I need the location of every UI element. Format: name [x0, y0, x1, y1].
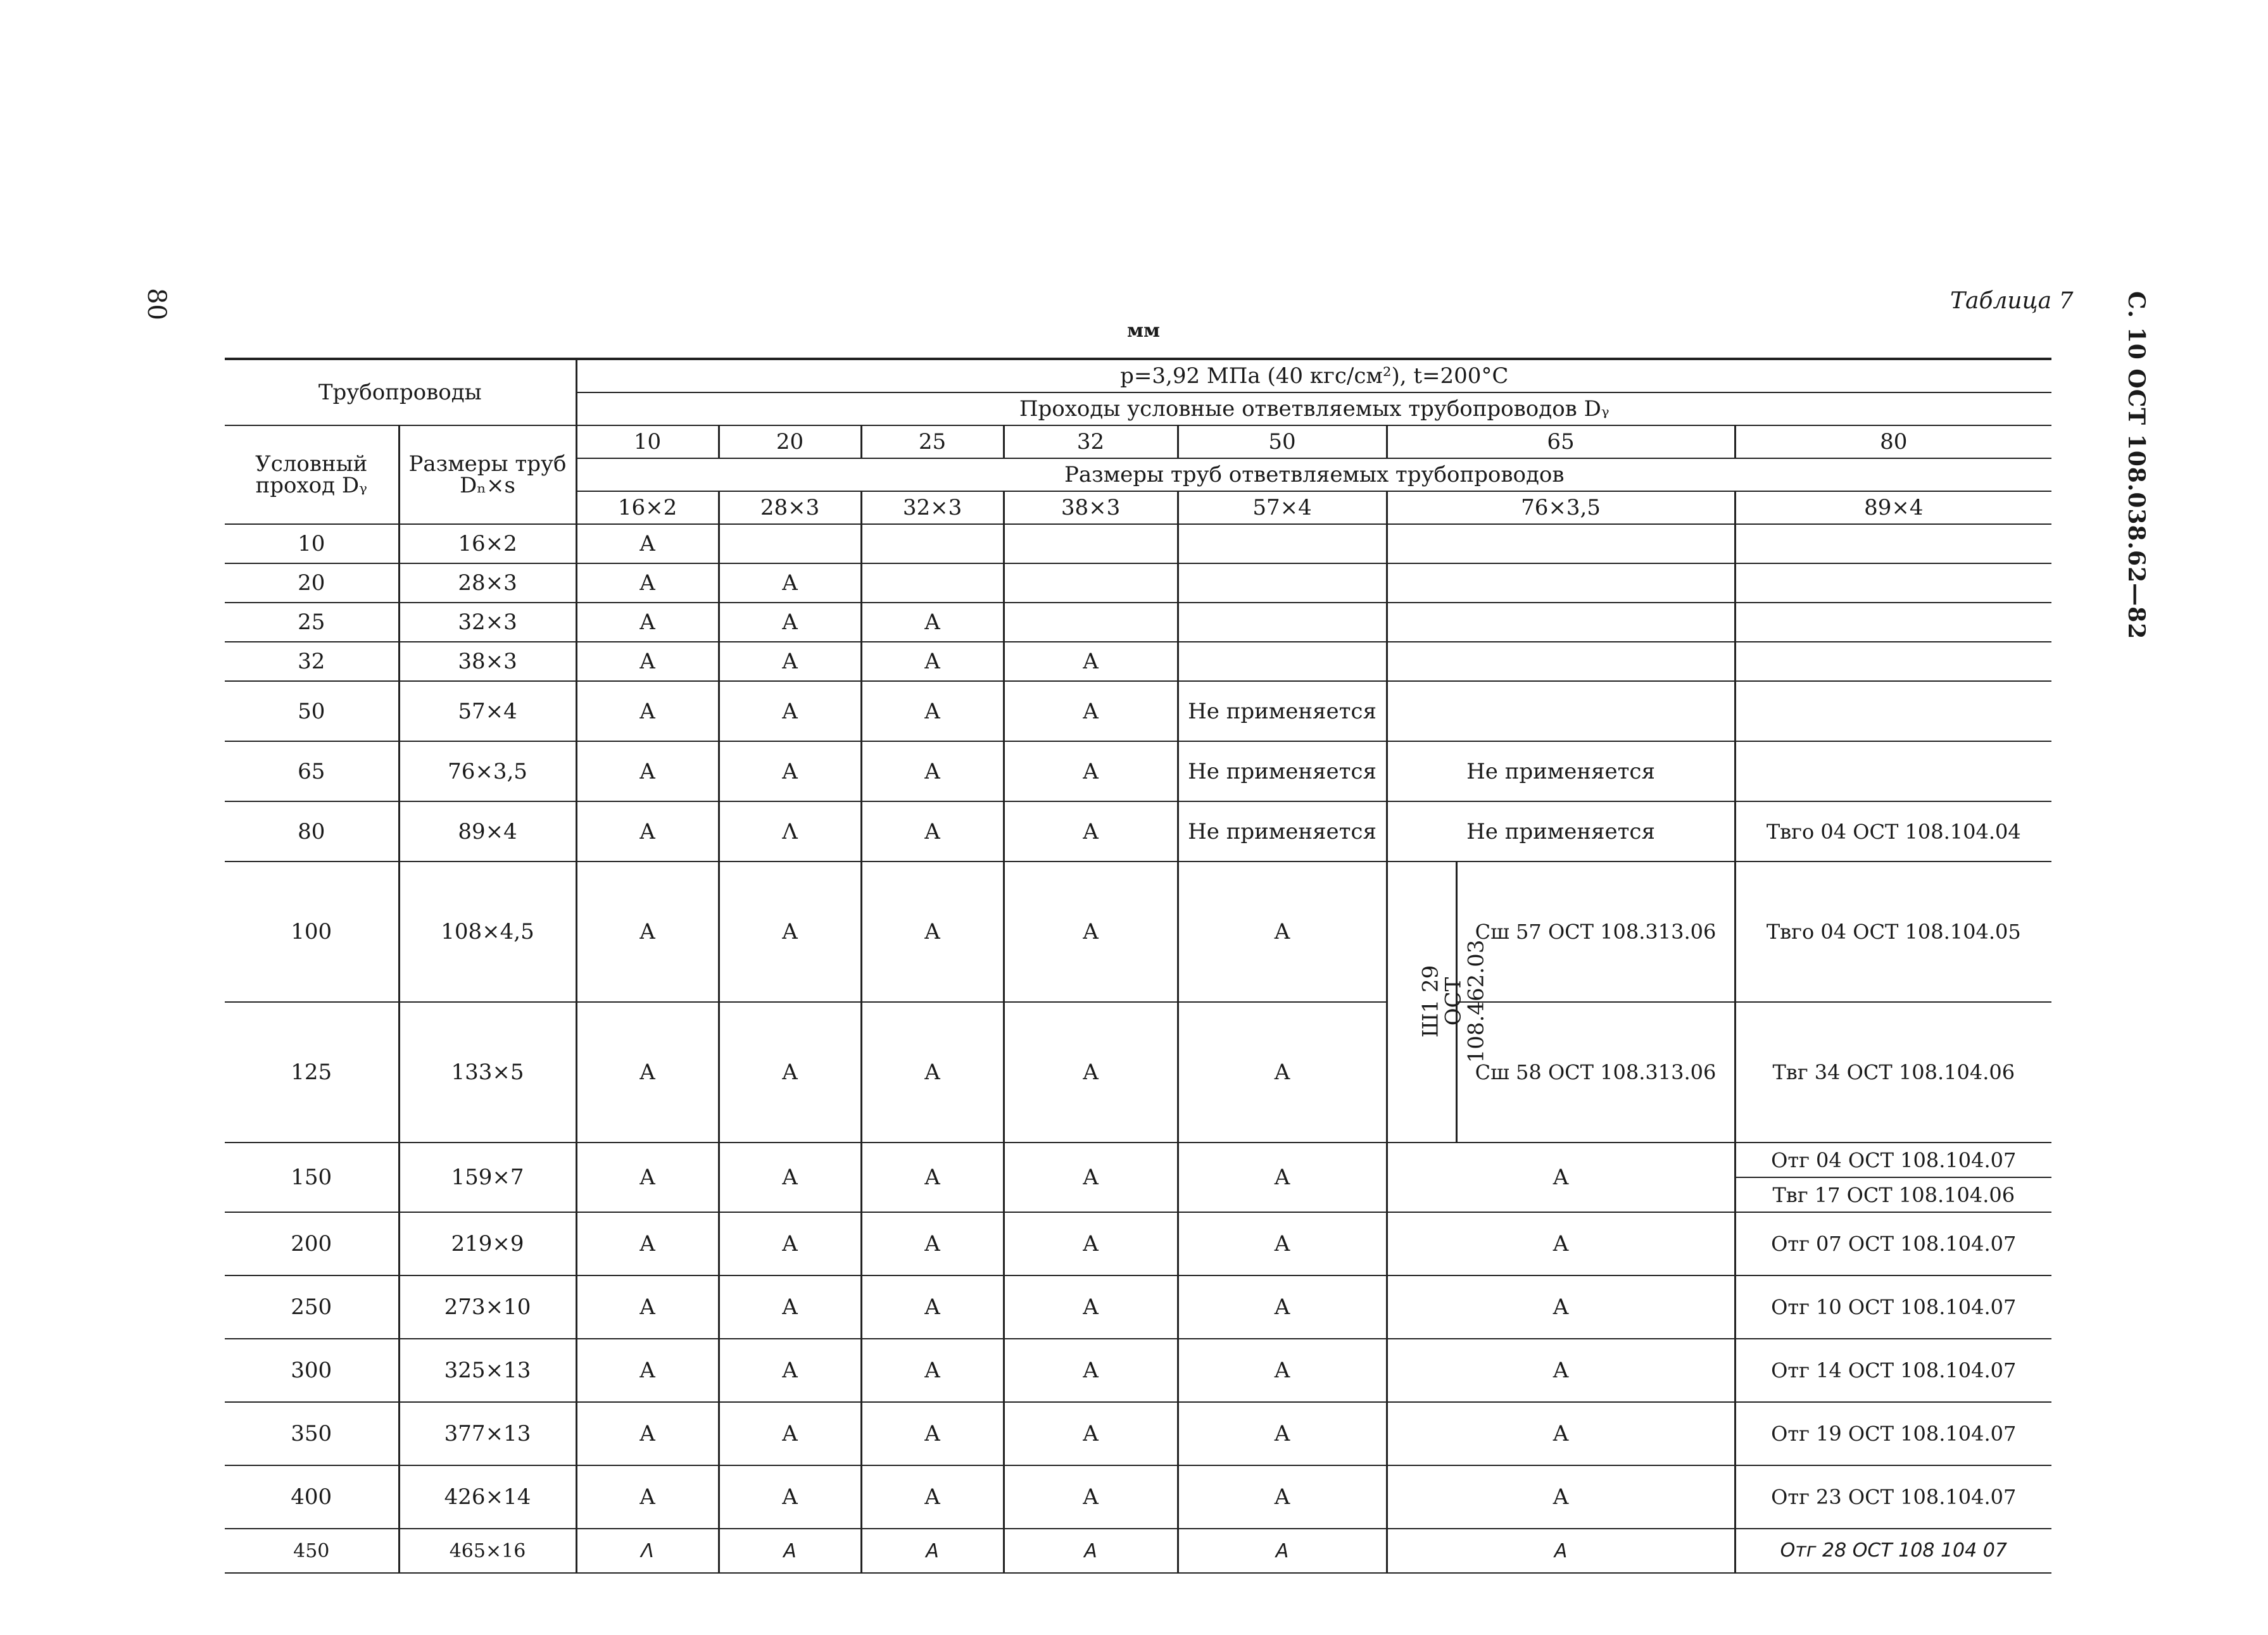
- cell-branch-1: Λ: [719, 801, 861, 861]
- cell-branch-6: Отг 07 ОСТ 108.104.07: [1735, 1212, 2051, 1275]
- cell-branch-4: А: [1178, 1402, 1387, 1465]
- cell-branch-2: А: [861, 1465, 1004, 1529]
- cell-branch-2: [861, 524, 1004, 563]
- cell-branch-6: Отг 14 ОСТ 108.104.07: [1735, 1339, 2051, 1402]
- cell-branch-1: А: [719, 1275, 861, 1339]
- header-pipe-sizes: Размеры труб Dₙ×s: [399, 425, 576, 524]
- branch-dy-80: 80: [1735, 425, 2051, 458]
- cell-branch-1: А: [719, 681, 861, 741]
- document-code: С. 10 ОСТ 108.038.62—82: [2123, 291, 2150, 640]
- cell-branch-80-b: Твг 17 ОСТ 108.104.06: [1735, 1177, 2051, 1212]
- cell-branch-1: А: [719, 1143, 861, 1212]
- cell-branch-1: А: [719, 861, 861, 1002]
- cell-branch-0: А: [576, 1143, 719, 1212]
- table-row: [225, 801, 2051, 861]
- cell-branch-0: А: [576, 1275, 719, 1339]
- table-row: [225, 603, 2051, 642]
- table-row: [225, 861, 2051, 1002]
- cell-branch-1: А: [719, 642, 861, 681]
- cell-branch-4: [1178, 603, 1387, 642]
- cell-branch-0: А: [576, 1002, 719, 1143]
- header-row-1: [225, 359, 2051, 392]
- cell-branch-6: [1735, 642, 2051, 681]
- header-branch-sizes-label: Размеры труб ответвляемых трубопроводов: [576, 458, 2051, 491]
- cell-branch-5: А: [1387, 1339, 1735, 1402]
- cell-size: 38×3: [399, 642, 576, 681]
- cell-branch-2: А: [861, 801, 1004, 861]
- table-row: [225, 1212, 2051, 1275]
- cell-branch-3: А: [1004, 1212, 1178, 1275]
- cell-branch-2: А: [861, 1002, 1004, 1143]
- branch-size-57x4: 57×4: [1178, 491, 1387, 524]
- cell-branch-4: Не применяется: [1178, 741, 1387, 801]
- branch-size-89x4: 89×4: [1735, 491, 2051, 524]
- cell-branch-5: [1387, 563, 1735, 603]
- cell-branch-3: [1004, 563, 1178, 603]
- header-row-3: [225, 425, 2051, 458]
- cell-merged-vertical: [1387, 861, 1489, 1143]
- cell-dy: 50: [225, 681, 399, 741]
- branch-size-76x3-5: 76×3,5: [1387, 491, 1735, 524]
- cell-branch-3: А: [1004, 1002, 1178, 1143]
- cell-branch-3: А: [1004, 642, 1178, 681]
- unit-label: мм: [1127, 320, 1161, 342]
- cell-branch-0: А: [576, 1402, 719, 1465]
- cell-size: 108×4,5: [399, 861, 576, 1002]
- cell-branch-80: Твг 34 ОСТ 108.104.06: [1735, 1002, 2051, 1143]
- table-row: [225, 1275, 2051, 1339]
- cell-size: 76×3,5: [399, 741, 576, 801]
- cell-size: 28×3: [399, 563, 576, 603]
- cell-branch-2: А: [861, 741, 1004, 801]
- cell-branch-0: А: [576, 642, 719, 681]
- cell-branch-0: А: [576, 524, 719, 563]
- cell-branch-2: А: [861, 642, 1004, 681]
- cell-branch-2: А: [861, 1339, 1004, 1402]
- cell-branch-1: А: [719, 1402, 861, 1465]
- table-row: [225, 1143, 2051, 1177]
- cell-dy: 200: [225, 1212, 399, 1275]
- cell-branch-2: А: [861, 1143, 1004, 1212]
- cell-branch-5: А: [1387, 1143, 1735, 1212]
- cell-size: 377×13: [399, 1402, 576, 1465]
- cell-branch-80: Твго 04 ОСТ 108.104.05: [1735, 861, 2051, 1002]
- cell-branch-4: А: [1178, 1465, 1387, 1529]
- cell-branch-6: [1735, 563, 2051, 603]
- cell-branch-80-a: Отг 04 ОСТ 108.104.07: [1735, 1143, 2051, 1177]
- cell-size: 89×4: [399, 801, 576, 861]
- cell-dy: 300: [225, 1339, 399, 1402]
- cell-dy: 350: [225, 1402, 399, 1465]
- cell-branch-2: А: [861, 1529, 1004, 1573]
- cell-branch-3: А: [1004, 1275, 1178, 1339]
- cell-branch-65: Сш 58 ОСТ 108.313.06: [1456, 1002, 1735, 1143]
- cell-branch-4: А: [1178, 861, 1387, 1002]
- cell-branch-5: [1387, 642, 1735, 681]
- cell-branch-5: Не применяется: [1387, 741, 1735, 801]
- cell-branch-6: Отг 19 ОСТ 108.104.07: [1735, 1402, 2051, 1465]
- cell-size: 133×5: [399, 1002, 576, 1143]
- header-pipelines: Трубопроводы: [225, 359, 576, 425]
- cell-branch-3: А: [1004, 1339, 1178, 1402]
- branch-size-28x3: 28×3: [719, 491, 861, 524]
- cell-branch-1: А: [719, 603, 861, 642]
- cell-branch-5: А: [1387, 1212, 1735, 1275]
- branch-size-16x2: 16×2: [576, 491, 719, 524]
- cell-branch-2: А: [861, 1275, 1004, 1339]
- cell-branch-3: А: [1004, 1143, 1178, 1212]
- cell-branch-6: Твго 04 ОСТ 108.104.04: [1735, 801, 2051, 861]
- cell-branch-6: [1735, 524, 2051, 563]
- cell-branch-3: А: [1004, 1465, 1178, 1529]
- table-row: [225, 563, 2051, 603]
- cell-branch-4: Не применяется: [1178, 681, 1387, 741]
- cell-dy: 25: [225, 603, 399, 642]
- cell-dy: 250: [225, 1275, 399, 1339]
- cell-branch-2: А: [861, 861, 1004, 1002]
- table-row: [225, 524, 2051, 563]
- cell-branch-5: [1387, 681, 1735, 741]
- cell-branch-4: А: [1178, 1529, 1387, 1573]
- cell-branch-0: А: [576, 681, 719, 741]
- cell-branch-4: А: [1178, 1339, 1387, 1402]
- cell-branch-5: А: [1387, 1275, 1735, 1339]
- cell-branch-4: А: [1178, 1002, 1387, 1143]
- table-row: [225, 642, 2051, 681]
- table-row: [225, 741, 2051, 801]
- cell-branch-2: [861, 563, 1004, 603]
- header-cond-passage: Условный проход Dᵧ: [225, 425, 399, 524]
- cell-branch-3: [1004, 524, 1178, 563]
- cell-branch-0: А: [576, 603, 719, 642]
- cell-branch-5: А: [1387, 1402, 1735, 1465]
- cell-branch-2: А: [861, 1402, 1004, 1465]
- cell-branch-3: А: [1004, 741, 1178, 801]
- cell-branch-2: А: [861, 603, 1004, 642]
- cell-branch-4: А: [1178, 1143, 1387, 1212]
- cell-branch-0: А: [576, 1339, 719, 1402]
- cell-branch-0: А: [576, 1212, 719, 1275]
- cell-branch-6: Отг 10 ОСТ 108.104.07: [1735, 1275, 2051, 1339]
- cell-branch-0: Λ: [576, 1529, 719, 1573]
- cell-branch-5: А: [1387, 1529, 1735, 1573]
- cell-branch-1: А: [719, 1529, 861, 1573]
- cell-dy: 32: [225, 642, 399, 681]
- cell-size: 32×3: [399, 603, 576, 642]
- cell-branch-5: Не применяется: [1387, 801, 1735, 861]
- cell-branch-4: А: [1178, 1275, 1387, 1339]
- cell-branch-3: [1004, 603, 1178, 642]
- cell-branch-2: А: [861, 1212, 1004, 1275]
- table-row: [225, 1465, 2051, 1529]
- branch-dy-10: 10: [576, 425, 719, 458]
- cell-branch-0: А: [576, 563, 719, 603]
- header-pressure: p=3,92 МПа (40 кгс/см²), t=200°С: [576, 359, 2051, 392]
- cell-dy: 80: [225, 801, 399, 861]
- cell-branch-4: [1178, 524, 1387, 563]
- cell-dy: 65: [225, 741, 399, 801]
- cell-dy: 150: [225, 1143, 399, 1212]
- branch-dy-20: 20: [719, 425, 861, 458]
- cell-branch-0: А: [576, 741, 719, 801]
- cell-branch-1: А: [719, 563, 861, 603]
- table-row: [225, 681, 2051, 741]
- branch-size-38x3: 38×3: [1004, 491, 1178, 524]
- cell-branch-6: [1735, 681, 2051, 741]
- cell-dy: 20: [225, 563, 399, 603]
- cell-branch-0: А: [576, 861, 719, 1002]
- cell-branch-4: Не применяется: [1178, 801, 1387, 861]
- table-row: [225, 1529, 2051, 1573]
- cell-size: 325×13: [399, 1339, 576, 1402]
- cell-branch-5: А: [1387, 1465, 1735, 1529]
- branch-dy-65: 65: [1387, 425, 1735, 458]
- cell-branch-3: А: [1004, 681, 1178, 741]
- cell-branch-1: [719, 524, 861, 563]
- page-number: 80: [142, 288, 171, 320]
- cell-dy: 450: [225, 1529, 399, 1573]
- branch-dy-25: 25: [861, 425, 1004, 458]
- cell-branch-5: [1387, 524, 1735, 563]
- cell-branch-6: [1735, 603, 2051, 642]
- header-branch-passages: Проходы условные ответвляемых трубопроводов Dᵧ: [576, 392, 2051, 425]
- cell-size: 159×7: [399, 1143, 576, 1212]
- cell-branch-5: [1387, 603, 1735, 642]
- cell-branch-1: А: [719, 1212, 861, 1275]
- cell-branch-65: Сш 57 ОСТ 108.313.06: [1456, 861, 1735, 1002]
- cell-size: 465×16: [399, 1529, 576, 1573]
- branch-dy-50: 50: [1178, 425, 1387, 458]
- cell-branch-0: А: [576, 801, 719, 861]
- cell-branch-3: А: [1004, 801, 1178, 861]
- table-row: [225, 1339, 2051, 1402]
- cell-branch-1: А: [719, 1002, 861, 1143]
- cell-branch-6: Отг 28 ОСТ 108 104 07: [1735, 1529, 2051, 1573]
- cell-branch-1: А: [719, 1339, 861, 1402]
- branch-dy-32: 32: [1004, 425, 1178, 458]
- cell-branch-6: Отг 23 ОСТ 108.104.07: [1735, 1465, 2051, 1529]
- cell-branch-1: А: [719, 1465, 861, 1529]
- cell-branch-6: [1735, 741, 2051, 801]
- branch-size-32x3: 32×3: [861, 491, 1004, 524]
- cell-branch-4: [1178, 642, 1387, 681]
- pipe-branch-table: [225, 358, 2051, 1574]
- cell-dy: 10: [225, 524, 399, 563]
- cell-branch-1: А: [719, 741, 861, 801]
- cell-size: 219×9: [399, 1212, 576, 1275]
- cell-dy: 100: [225, 861, 399, 1002]
- cell-branch-3: А: [1004, 1402, 1178, 1465]
- cell-size: 273×10: [399, 1275, 576, 1339]
- cell-size: 57×4: [399, 681, 576, 741]
- cell-branch-0: А: [576, 1465, 719, 1529]
- cell-size: 16×2: [399, 524, 576, 563]
- cell-branch-2: А: [861, 681, 1004, 741]
- table-title: Таблица 7: [1950, 288, 2074, 314]
- cell-branch-3: А: [1004, 861, 1178, 1002]
- cell-dy: 400: [225, 1465, 399, 1529]
- table-row: [225, 1002, 2051, 1143]
- cell-branch-4: [1178, 563, 1387, 603]
- cell-branch-3: А: [1004, 1529, 1178, 1573]
- cell-size: 426×14: [399, 1465, 576, 1529]
- table-row: [225, 1402, 2051, 1465]
- vertical-text: Ш1 29 ОСТ 108.462.03: [1417, 939, 1489, 1063]
- cell-dy: 125: [225, 1002, 399, 1143]
- cell-branch-4: А: [1178, 1212, 1387, 1275]
